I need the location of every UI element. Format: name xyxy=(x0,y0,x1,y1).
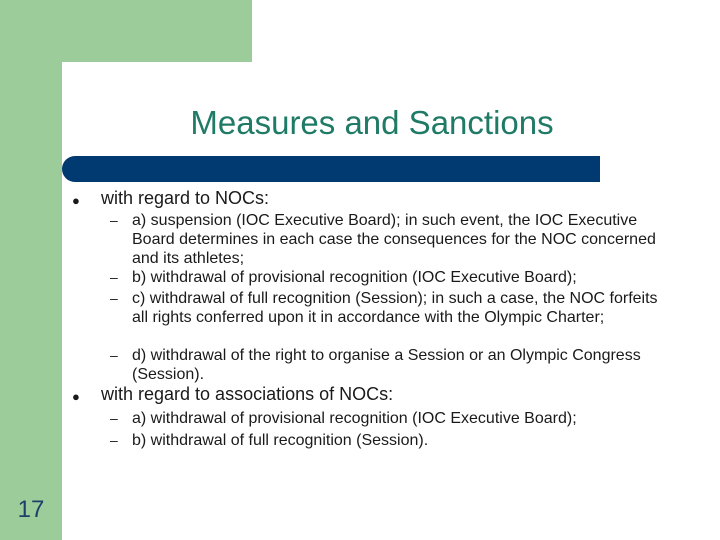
page-number: 17 xyxy=(17,496,45,523)
section-heading-nocs: with regard to NOCs: xyxy=(101,188,270,208)
list-item: a) suspension (IOC Executive Board); in such event, the IOC Executive Board determines in each case the consequences for the NOC concerned and its athletes; xyxy=(132,212,656,267)
decorative-green-block-left xyxy=(0,0,62,540)
list-item: b) withdrawal of full recognition (Session). xyxy=(132,432,429,449)
bullet-icon: ● xyxy=(72,389,80,404)
dash-icon: – xyxy=(110,432,118,448)
dash-icon: – xyxy=(110,269,118,285)
dash-icon: – xyxy=(110,212,118,228)
section-heading-associations: with regard to associations of NOCs: xyxy=(101,384,394,404)
bullet-icon: ● xyxy=(72,193,80,208)
dash-icon: – xyxy=(110,347,118,363)
list-item: d) withdrawal of the right to organise a Session or an Olympic Congress (Session). xyxy=(132,347,641,383)
slide-title: Measures and Sanctions xyxy=(190,104,554,141)
list-item: b) withdrawal of provisional recognition (IOC Executive Board); xyxy=(132,269,577,286)
dash-icon: – xyxy=(110,410,118,426)
dash-icon: – xyxy=(110,290,118,306)
list-item: a) withdrawal of provisional recognition (IOC Executive Board); xyxy=(132,410,577,427)
list-item: c) withdrawal of full recognition (Session); in such a case, the NOC forfeits all rights conferred upon it in accordance with the Olympic Charter; xyxy=(132,290,658,326)
title-underline-bar xyxy=(62,156,600,182)
